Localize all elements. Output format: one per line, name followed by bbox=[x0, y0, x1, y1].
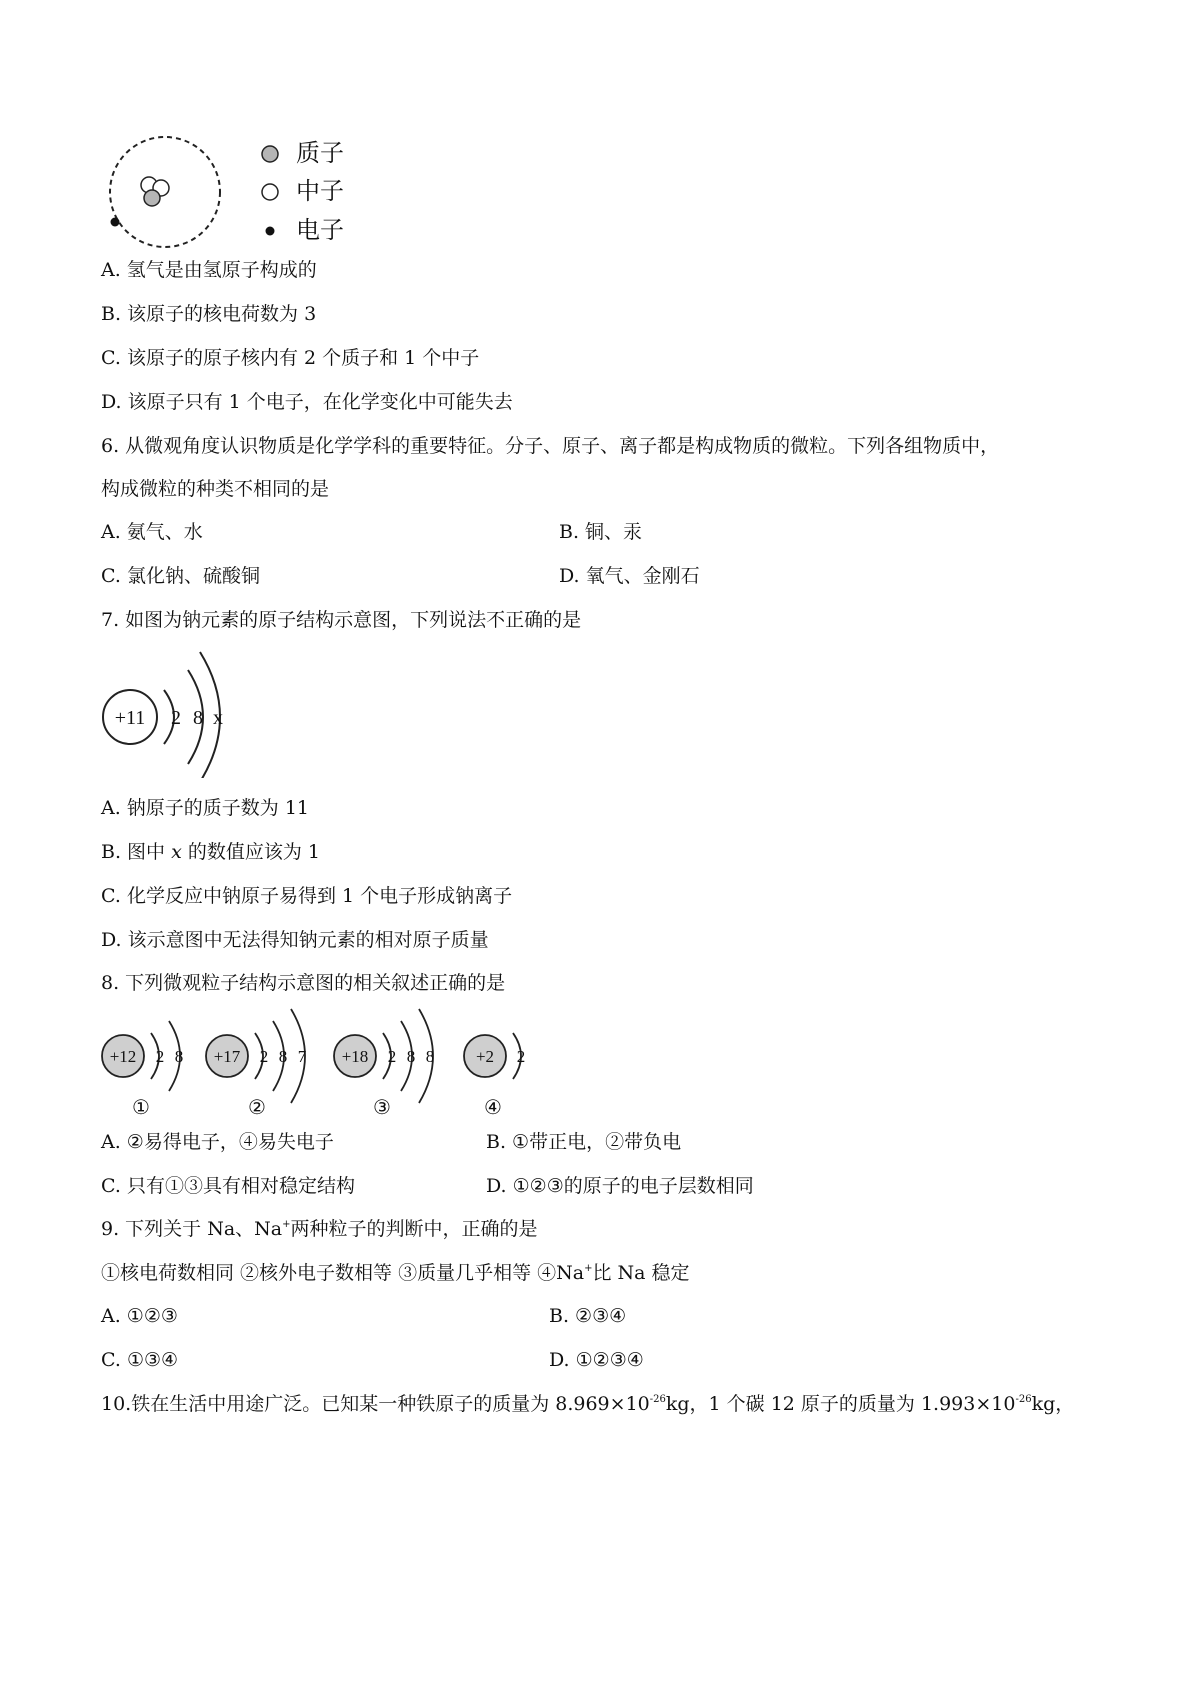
q6-option-a: A. 氨气、水 bbox=[101, 521, 203, 543]
shell-electron-count: 2 bbox=[155, 1047, 165, 1066]
q9-stem bbox=[101, 1216, 538, 1242]
particle-nucleus-charge: +12 bbox=[109, 1047, 137, 1066]
q8-option-b: B. ①带正电，②带负电 bbox=[486, 1131, 682, 1153]
q6-stem-line1: 6. 从微观角度认识物质是化学学科的重要特征。分子、原子、离子都是构成物质的微粒。下列各组物质中， bbox=[101, 435, 1000, 457]
q9-stem-part2: 两种粒子的判断中，正确的是 bbox=[290, 1218, 538, 1240]
q7-option-b-prefix: B. 图中 bbox=[101, 841, 172, 863]
q10-part1: 10.铁在生活中用途广泛。已知某一种铁原子的质量为 8.969×10 bbox=[101, 1393, 650, 1415]
q8-option-c: C. 只有①③具有相对稳定结构 bbox=[101, 1175, 355, 1197]
q6-option-d: D. 氧气、金刚石 bbox=[559, 565, 700, 587]
q7-option-d: D. 该示意图中无法得知钠元素的相对原子质量 bbox=[101, 929, 489, 951]
q6-stem-line2: 构成微粒的种类不相同的是 bbox=[101, 478, 330, 500]
particle-nucleus-charge: +17 bbox=[213, 1047, 241, 1066]
particle-label: ③ bbox=[373, 1097, 391, 1119]
q5-option-c: C. 该原子的原子核内有 2 个质子和 1 个中子 bbox=[101, 347, 480, 369]
shell-electron-count: 8 bbox=[193, 707, 203, 729]
q8-option-d: D. ①②③的原子的电子层数相同 bbox=[486, 1175, 754, 1197]
q7-option-c: C. 化学反应中钠原子易得到 1 个电子形成钠离子 bbox=[101, 885, 513, 907]
q5-option-b: B. 该原子的核电荷数为 3 bbox=[101, 303, 317, 325]
q8-option-a: A. ②易得电子，④易失电子 bbox=[101, 1131, 334, 1153]
q10-exponent-1: -26 bbox=[649, 1394, 666, 1405]
shell-electron-count: 8 bbox=[406, 1047, 416, 1066]
q9-stem-part1: 9. 下列关于 Na、Na bbox=[101, 1218, 283, 1240]
q9-option-a: A. ①②③ bbox=[101, 1305, 178, 1327]
particle-label: ① bbox=[132, 1097, 150, 1119]
q5-option-a: A. 氢气是由氢原子构成的 bbox=[101, 259, 317, 281]
sodium-atom-structure-diagram bbox=[100, 648, 240, 778]
shell-electron-count: 8 bbox=[278, 1047, 288, 1066]
particle-label: ④ bbox=[484, 1097, 502, 1119]
q7-option-a: A. 钠原子的质子数为 11 bbox=[101, 797, 310, 819]
q8-stem: 8. 下列微观粒子结构示意图的相关叙述正确的是 bbox=[101, 972, 506, 994]
particle-nucleus-charge: +18 bbox=[341, 1047, 369, 1066]
shell-electron-count: 8 bbox=[174, 1047, 184, 1066]
particle-nucleus-charge: +2 bbox=[475, 1047, 495, 1066]
legend-proton-label: 质子 bbox=[296, 139, 344, 167]
q10-part2: kg，1 个碳 12 原子的质量为 1.993×10 bbox=[665, 1393, 1016, 1415]
q9-statements-charge: + bbox=[584, 1263, 593, 1274]
q6-option-b: B. 铜、汞 bbox=[559, 521, 643, 543]
shell-electron-count: 2 bbox=[171, 707, 181, 729]
shell-electron-count: x bbox=[213, 707, 223, 729]
shell-electron-count: 2 bbox=[516, 1047, 526, 1066]
atom-model-figure bbox=[105, 132, 225, 252]
legend-neutron-symbol bbox=[259, 181, 281, 203]
legend-neutron-label: 中子 bbox=[296, 177, 344, 205]
particle-structure-diagrams bbox=[95, 1003, 545, 1121]
q5-option-d: D. 该原子只有 1 个电子，在化学变化中可能失去 bbox=[101, 391, 513, 413]
q10-exponent-2: -26 bbox=[1015, 1394, 1032, 1405]
proton-particle bbox=[144, 190, 160, 206]
legend-proton-symbol bbox=[259, 143, 281, 165]
q7-option-b bbox=[101, 839, 320, 865]
legend-electron-symbol bbox=[259, 220, 281, 242]
q10-part3: kg， bbox=[1031, 1393, 1075, 1415]
q9-statements-part1: ①核电荷数相同 ②核外电子数相等 ③质量几乎相等 ④Na bbox=[101, 1262, 585, 1284]
q9-option-c: C. ①③④ bbox=[101, 1349, 179, 1371]
shell-electron-count: 7 bbox=[297, 1047, 307, 1066]
shell-electron-count: 2 bbox=[387, 1047, 397, 1066]
sodium-nucleus-charge: +11 bbox=[114, 707, 146, 729]
q7-option-b-variable: x bbox=[171, 841, 182, 863]
particle-label: ② bbox=[248, 1097, 266, 1119]
q9-statements-part2: 比 Na 稳定 bbox=[592, 1262, 690, 1284]
q9-statements bbox=[101, 1260, 690, 1286]
q10-stem bbox=[101, 1391, 1074, 1417]
electron-particle bbox=[111, 218, 120, 227]
legend-electron-label: 电子 bbox=[296, 216, 344, 244]
q6-option-c: C. 氯化钠、硫酸铜 bbox=[101, 565, 260, 587]
shell-electron-count: 8 bbox=[425, 1047, 435, 1066]
q9-option-d: D. ①②③④ bbox=[549, 1349, 644, 1371]
shell-electron-count: 2 bbox=[259, 1047, 269, 1066]
q7-stem: 7. 如图为钠元素的原子结构示意图，下列说法不正确的是 bbox=[101, 609, 582, 631]
q9-stem-charge: + bbox=[282, 1219, 291, 1230]
q9-option-b: B. ②③④ bbox=[549, 1305, 627, 1327]
q7-option-b-suffix: 的数值应该为 1 bbox=[181, 841, 320, 863]
